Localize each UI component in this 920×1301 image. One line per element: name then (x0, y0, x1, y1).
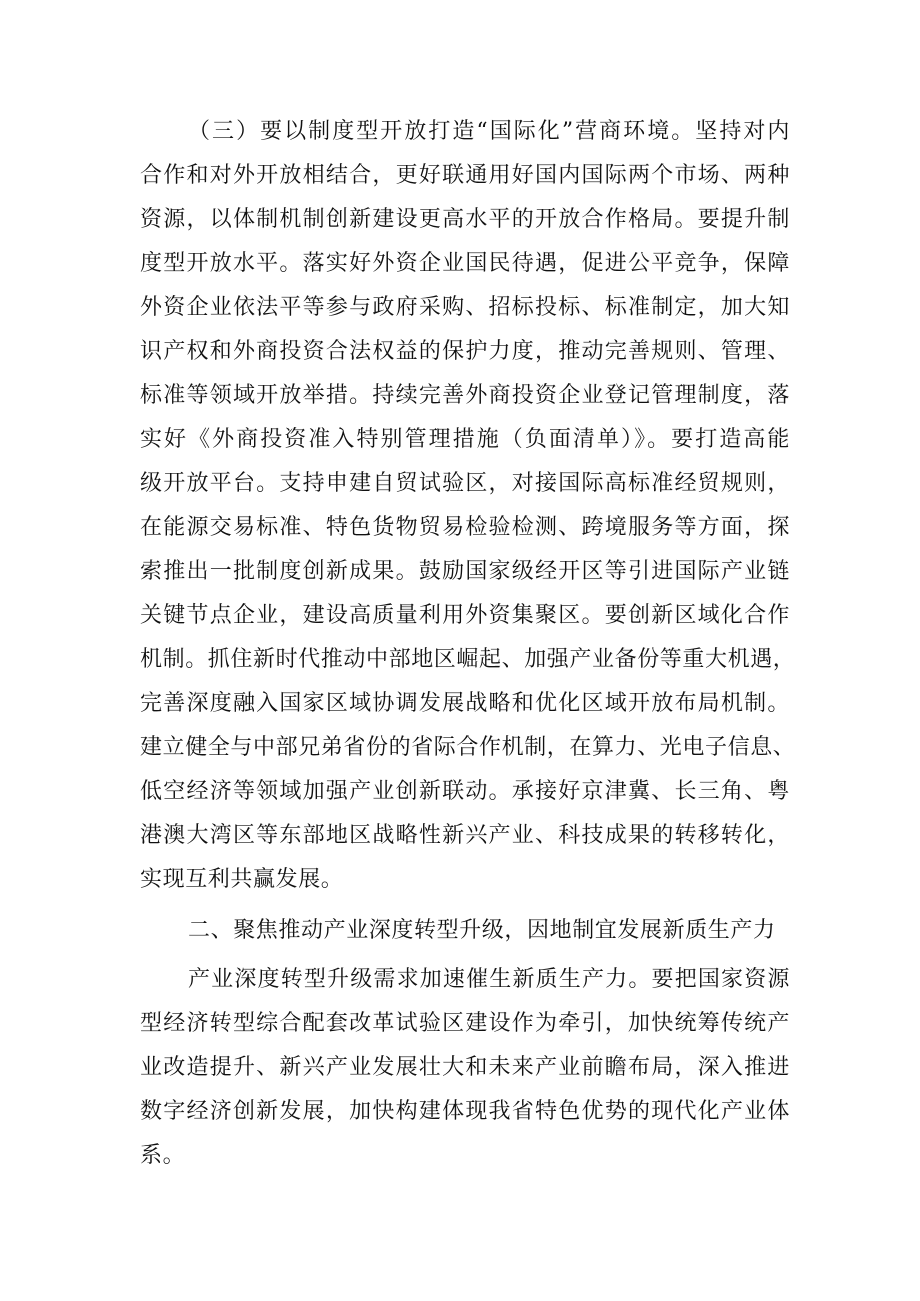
paragraph-2-line-1: 产业深度转型升级需求加速催生新质生产力。要把国家资源 (188, 967, 790, 992)
paragraph-1-line-2: 合作和对外开放相结合，更好联通用好国内国际两个市场、两种 (140, 163, 790, 188)
paragraph-1-line-7: 标准等领域开放举措。持续完善外商投资企业登记管理制度，落 (140, 383, 790, 408)
paragraph-1-line-14: 完善深度融入国家区域协调发展战略和优化区域开放布局机制。 (140, 691, 790, 716)
paragraph-1-line-10: 在能源交易标准、特色货物贸易检验检测、跨境服务等方面，探 (140, 515, 790, 540)
paragraph-1-line-1: （三）要以制度型开放打造“国际化”营商环境。坚持对内 (188, 119, 790, 144)
section-heading: 二、聚焦推动产业深度转型升级，因地制宜发展新质生产力 (188, 918, 776, 943)
paragraph-2-line-2: 型经济转型综合配套改革试验区建设作为牵引，加快统筹传统产 (140, 1011, 790, 1036)
paragraph-2-line-4: 数字经济创新发展，加快构建体现我省特色优势的现代化产业体 (140, 1099, 790, 1124)
paragraph-1-line-16: 低空经济等领域加强产业创新联动。承接好京津冀、长三角、粤 (140, 779, 790, 804)
paragraph-1-line-3: 资源，以体制机制创新建设更高水平的开放合作格局。要提升制 (140, 207, 790, 232)
paragraph-1-line-8: 实好《外商投资准入特别管理措施（负面清单）》。要打造高能 (140, 427, 790, 452)
paragraph-1-line-15: 建立健全与中部兄弟省份的省际合作机制，在算力、光电子信息、 (140, 735, 796, 760)
paragraph-1-line-5: 外资企业依法平等参与政府采购、招标投标、标准制定，加大知 (140, 295, 790, 320)
paragraph-2-line-5: 系。 (140, 1143, 186, 1168)
paragraph-1-line-9: 级开放平台。支持申建自贸试验区，对接国际高标准经贸规则， (140, 471, 790, 496)
paragraph-1-line-11: 索推出一批制度创新成果。鼓励国家级经开区等引进国际产业链 (140, 559, 790, 584)
paragraph-1-line-17: 港澳大湾区等东部地区战略性新兴产业、科技成果的转移转化， (140, 823, 790, 848)
paragraph-1-line-13: 机制。抓住新时代推动中部地区崛起、加强产业备份等重大机遇， (140, 647, 796, 672)
paragraph-1-line-6: 识产权和外商投资合法权益的保护力度，推动完善规则、管理、 (140, 339, 790, 364)
paragraph-1-line-4: 度型开放水平。落实好外资企业国民待遇，促进公平竞争，保障 (140, 251, 790, 276)
paragraph-2-line-3: 业改造提升、新兴产业发展壮大和未来产业前瞻布局，深入推进 (140, 1055, 790, 1080)
paragraph-1-line-18: 实现互利共赢发展。 (140, 867, 344, 892)
paragraph-1-line-12: 关键节点企业，建设高质量利用外资集聚区。要创新区域化合作 (140, 603, 790, 628)
